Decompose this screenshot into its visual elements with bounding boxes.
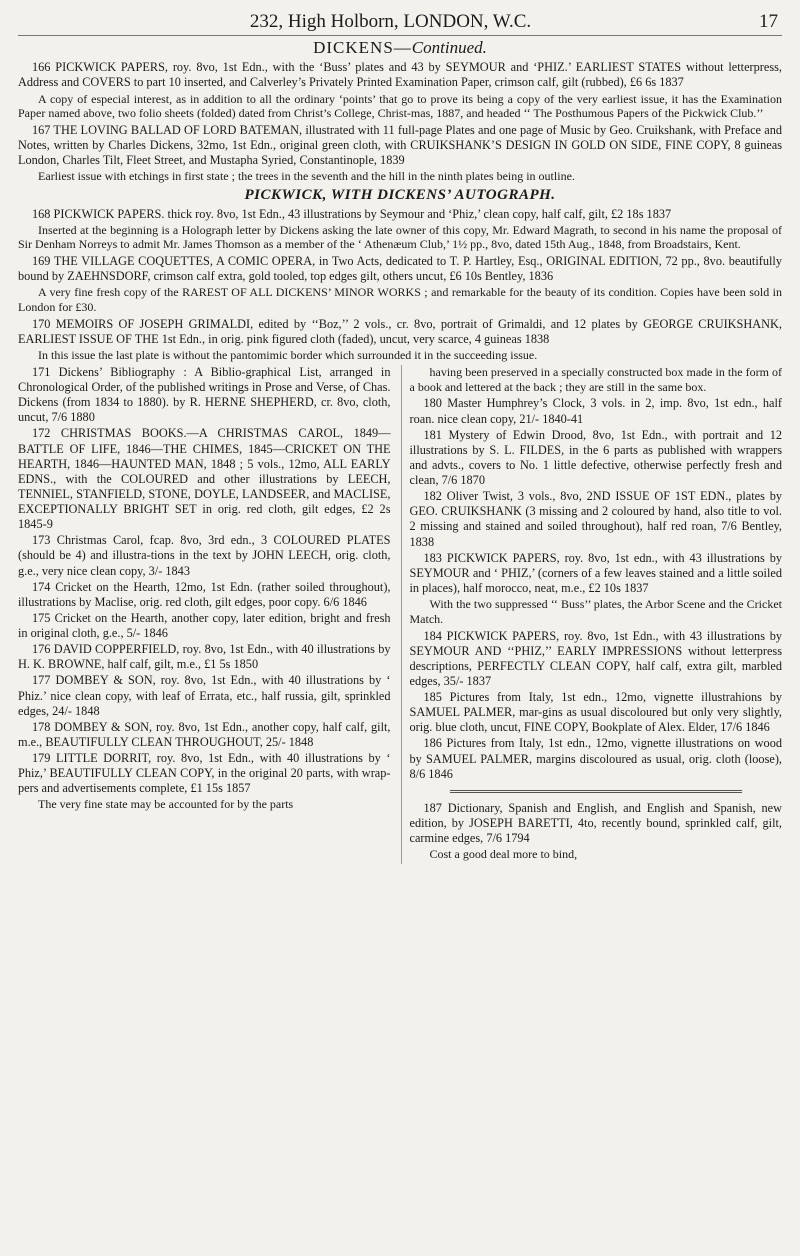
entry-172: 172 CHRISTMAS BOOKS.—A CHRISTMAS CAROL, 1849—BATTLE OF LIFE, 1846—THE CHIMES, 1845—CRICKET ON THE HEARTH, 1846—HAUNTED MAN, 1848 ; 5 vols., 12mo, ALL EARLY EDNS., with the COLOURED and other illustrations by LEECH, TENNIEL, STANFIELD, STONE, DOYLE, LANDSEER, and MACLISE, EXCEPTIONALLY BRIGHT SET in orig. red cloth, gilt edges, £2 2s 1845-9 bbox=[18, 426, 391, 532]
entry-176: 176 DAVID COPPERFIELD, roy. 8vo, 1st Edn., with 40 illustrations by H. K. BROWNE, half calf, gilt, m.e., £1 5s 1850 bbox=[18, 642, 391, 672]
entry-186: 186 Pictures from Italy, 1st edn., 12mo, vignette illustrations on wood by SAMUEL PALMER, margins discoloured as usual, orig. cloth (loose), 8/6 1846 bbox=[409, 736, 782, 781]
note-170: In this issue the last plate is without the pantomimic border which surrounded it in the succeeding issue. bbox=[38, 348, 538, 363]
entry-179: 179 LITTLE DORRIT, roy. 8vo, 1st Edn., with 40 illustrations by ‘ Phiz,’ BEAUTIFULLY CLEAN COPY, in the original 20 parts, with wrap-pers and advertisements complete, £1 15s 1857 bbox=[18, 751, 391, 796]
entry-174: 174 Cricket on the Hearth, 12mo, 1st Edn. (rather soiled throughout), illustrations by Maclise, orig. red cloth, gilt edges, poor copy. 6/6 1846 bbox=[18, 579, 391, 609]
note-179-cont: having been preserved in a specially constructed box made in the form of a book and lettered at the back ; they are still in the same box. bbox=[409, 364, 782, 394]
note-166: A copy of especial interest, as in addition to all the ordinary ‘points’ that go to prove its being a copy of the very earliest issue, it has the Examination Paper named above, two folio sheets (folded) dated from Christ’s College, Christ-mas, 1887, and headed ‘‘ The Posthumous Papers of the Pickwick Club.’’ bbox=[18, 91, 782, 121]
entry-185: 185 Pictures from Italy, 1st edn., 12mo, vignette illustrahions by SAMUEL PALMER, mar-gins as usual discoloured but only very slightly, orig. blue cloth, uncut, FINE COPY, Bookplate of Alex. Elder, 17/6 1846 bbox=[409, 690, 782, 735]
entry-184: 184 PICKWICK PAPERS, roy. 8vo, 1st Edn., with 43 illustrations by SEYMOUR AND ‘‘PHIZ,’’ EARLY IMPRESSIONS without letterpress descriptions, PERFECTLY CLEAN COPY, half calf, extra gilt, marbled edges, 35/- 1837 bbox=[409, 628, 782, 688]
entry-183: 183 PICKWICK PAPERS, roy. 8vo, 1st edn., with 43 illustrations by SEYMOUR and ‘ PHIZ,’ (corners of a few leaves stained and a little soiled in places), half morocco, neat, m.e., £2 10s 1837 bbox=[409, 550, 782, 595]
note-167: Earliest issue with etchings in first state ; the trees in the seventh and the hill in the ninth plates being in outline. bbox=[38, 169, 575, 184]
page-number: 17 bbox=[759, 11, 778, 32]
entry-173: 173 Christmas Carol, fcap. 8vo, 3rd edn., 3 COLOURED PLATES (should be 4) and illustra-tions in the text by JOHN LEECH, orig. cloth, g.e., very nice clean copy, 3/- 1843 bbox=[18, 533, 391, 578]
entry-178: 178 DOMBEY & SON, roy. 8vo, 1st Edn., another copy, half calf, gilt, m.e., BEAUTIFULLY CLEAN THROUGHOUT, 25/- 1848 bbox=[18, 719, 391, 749]
note-187: Cost a good deal more to bind, bbox=[429, 847, 578, 862]
entry-180: 180 Master Humphrey’s Clock, 3 vols. in 2, imp. 8vo, 1st edn., half roan. nice clean copy, 21/- 1840-41 bbox=[409, 396, 782, 426]
entry-177: 177 DOMBEY & SON, roy. 8vo, 1st Edn., with 40 illustrations by ‘ Phiz.’ nice clean copy, with leaf of Errata, etc., half russia, gilt, sprinkled edges, 24/- 1848 bbox=[18, 673, 391, 718]
divider-rule bbox=[450, 790, 743, 793]
page-running-head: 232, High Holborn, LONDON, W.C. bbox=[249, 11, 532, 32]
section-title bbox=[18, 38, 782, 59]
note-168: Inserted at the beginning is a Holograph letter by Dickens asking the late owner of this copy, Mr. Edward Magrath, to second in his name the proposal of Sir Denham Norreys to admit Mr. James Thomson as a member of the ‘ Athenæum Club,’ 1½ pp., 8vo, dated 15th Aug., 1848, from Broadstairs, Kent. bbox=[18, 222, 782, 252]
entry-182: 182 Oliver Twist, 3 vols., 8vo, 2ND ISSUE OF 1ST EDN., plates by GEO. CRUIKSHANK (3 missing and 2 coloured by hand, also title to vol. 2 missing and stained and soiled throughout), half red roan, 7/6 Bentley, 1838 bbox=[409, 489, 782, 549]
entry-171: 171 Dickens’ Bibliography : A Biblio-graphical List, arranged in Chronological Order, of the published writings in Prose and Verse, of Chas. Dickens (from 1834 to 1880). by R. HERNE SHEPHERD, cr. 8vo, cloth, uncut, 7/6 1880 bbox=[18, 364, 391, 425]
entry-166: 166 PICKWICK PAPERS, roy. 8vo, 1st Edn., with the ‘Buss’ plates and 43 by SEYMOUR and ‘PHIZ.’ EARLIEST STATES without letterpress, Address and COVERS to part 10 inserted, and Calverley’s Privately Printed Examination Paper, crimson calf, gilt (rubbed), £6 6s 1837 bbox=[18, 60, 782, 90]
right-column bbox=[401, 365, 783, 864]
autograph-heading: PICKWICK, WITH DICKENS’ AUTOGRAPH. bbox=[244, 187, 556, 204]
entry-169: 169 THE VILLAGE COQUETTES, A COMIC OPERA, in Two Acts, dedicated to T. P. Hartley, Esq., ORIGINAL EDITION, 72 pp., 8vo. beautifully bound by ZAEHNSDORF, crimson calf extra, gold tooled, top edges gilt, others uncut, £6 10s Bentley, 1836 bbox=[18, 254, 782, 284]
entry-175: 175 Cricket on the Hearth, another copy, later edition, bright and fresh in original cloth, g.e., 5/- 1846 bbox=[18, 610, 391, 641]
catalogue-page bbox=[18, 0, 782, 864]
section-title-cont: Continued. bbox=[411, 38, 487, 58]
page-header bbox=[18, 6, 782, 36]
entry-170: 170 MEMOIRS OF JOSEPH GRIMALDI, edited by ‘‘Boz,’’ 2 vols., cr. 8vo, portrait of Grimaldi, and 12 plates by GEORGE CRUIKSHANK, EARLIEST ISSUE OF THE 1st Edn., in orig. pink figured cloth (faded), uncut, very scarce, 4 guineas 1838 bbox=[18, 316, 782, 347]
entry-181: 181 Mystery of Edwin Drood, 8vo, 1st Edn., with portrait and 12 illustrations by S. L. FILDES, in the 6 parts as published with wrappers and advts., covers to No. 1 little defective, otherwise perfectly fresh and clean, 7/6 1870 bbox=[409, 427, 782, 488]
note-183: With the two suppressed ‘‘ Buss’’ plates, the Arbor Scene and the Cricket Match. bbox=[409, 597, 782, 626]
left-column bbox=[18, 365, 391, 864]
entry-167: 167 THE LOVING BALLAD OF LORD BATEMAN, illustrated with 11 full-page Plates and one page of Music by Geo. Cruikshank, with Preface and Notes, written by Charles Dickens, 32mo, 1st Edn., original green cloth, with CRUIKSHANK’S DESIGN IN GOLD ON SIDE, FINE COPY, 8 guineas London, Charles Tilt, Fleet Street, and Mustapha Syried, Constantinople, 1839 bbox=[18, 123, 782, 168]
section-title-main: DICKENS— bbox=[313, 38, 412, 58]
note-179: The very fine state may be accounted for by the parts bbox=[38, 797, 294, 812]
entry-187: 187 Dictionary, Spanish and English, and English and Spanish, new edition, by JOSEPH BARETTI, 4to, recently bound, sprinkled calf, gilt, carmine edges, 7/6 1794 bbox=[409, 800, 782, 846]
two-column-listing bbox=[18, 365, 782, 864]
note-169: A very fine fresh copy of the RAREST OF ALL DICKENS’ MINOR WORKS ; and remarkable for the beauty of its condition. Copies have been sold in London for £30. bbox=[18, 285, 782, 315]
entry-168: 168 PICKWICK PAPERS. thick roy. 8vo, 1st Edn., 43 illustrations by Seymour and ‘Phiz,’ clean copy, half calf, gilt, £2 18s 1837 bbox=[32, 206, 672, 221]
